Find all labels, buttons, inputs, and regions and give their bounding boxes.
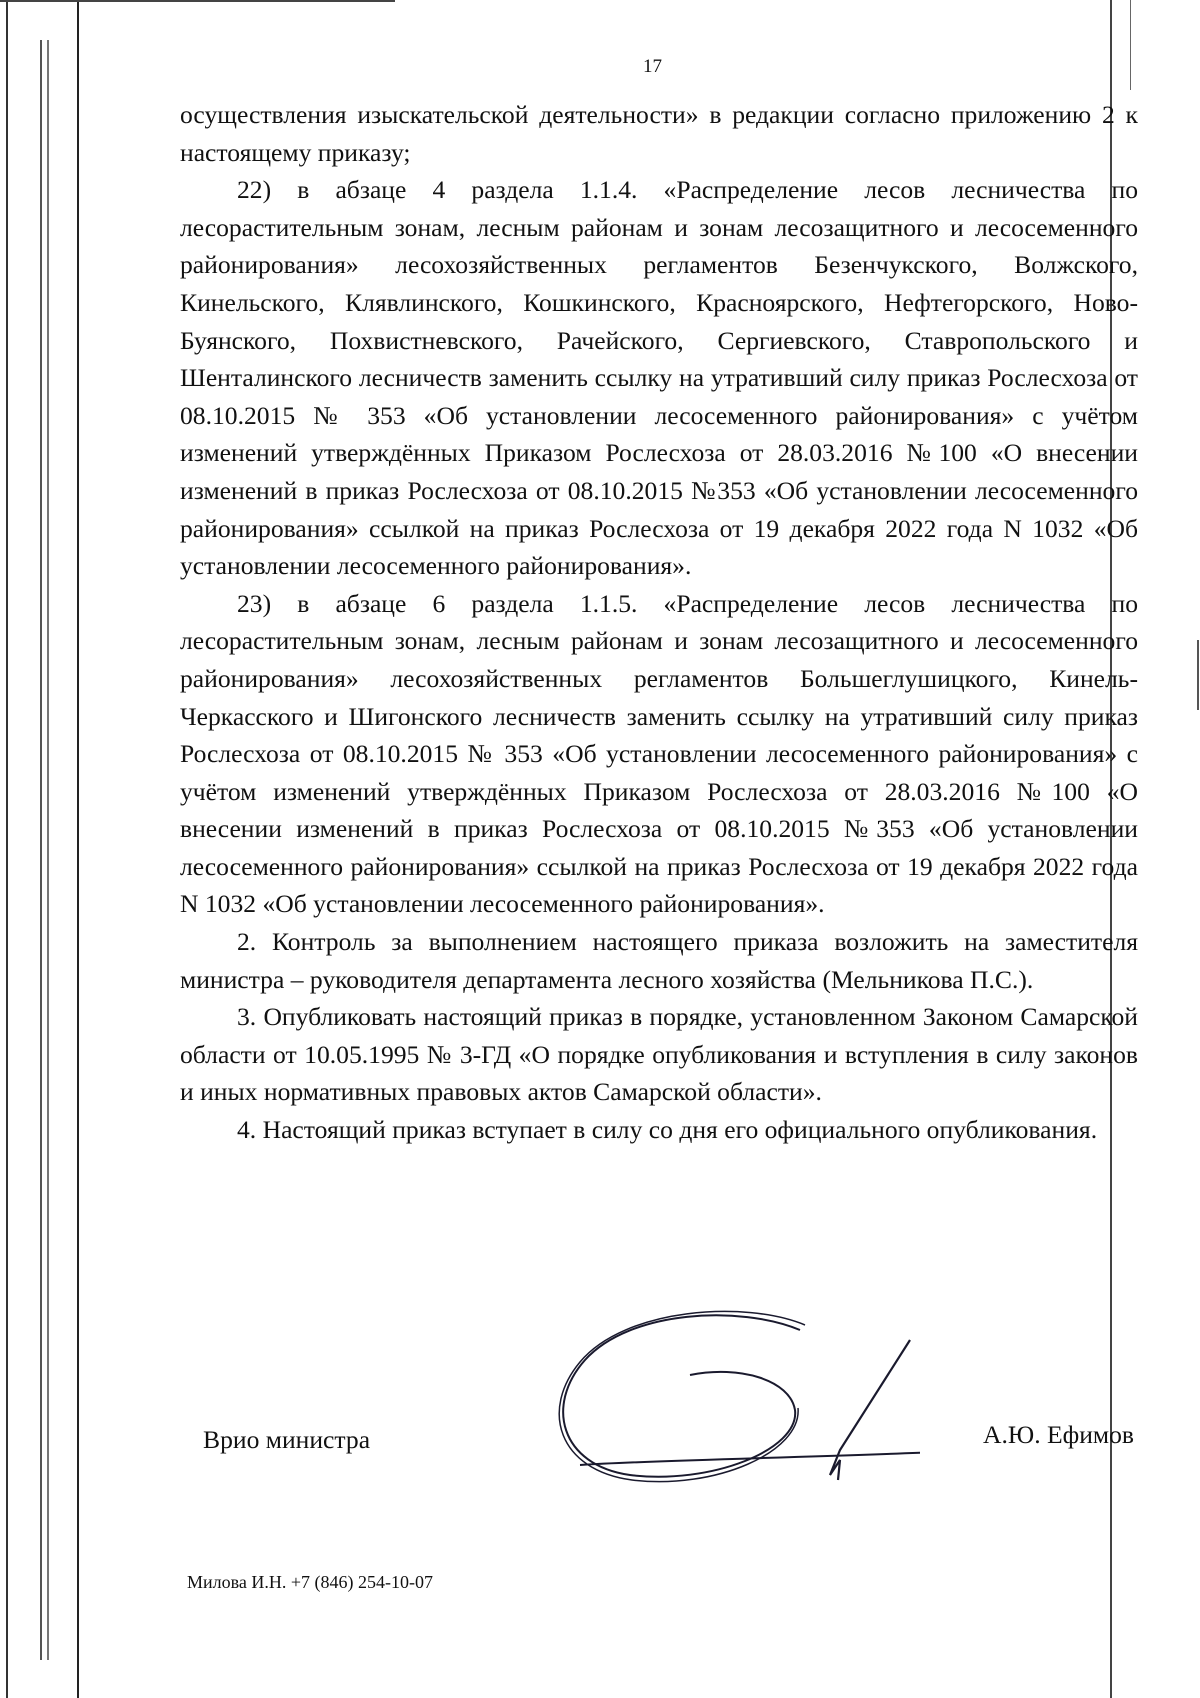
document-body xyxy=(180,96,1138,1149)
paragraph-continuation: осуществления изыскательской деятельности» в редакции согласно приложению 2 к настоящему приказу; xyxy=(180,100,1138,167)
paragraph-item-23: 23) в абзаце 6 раздела 1.1.5. «Распределение лесов лесничества по лесорастительным зонам, лесным районам и зонам лесозащитного и лесосеменного районирования» лесохозяйственных регламентов Большеглушицкого, Кинель-Черкасского и Шигонского лесничеств заменить ссылку на утративший силу приказ Рослесхоза от 08.10.2015 № 353 «Об установлении лесосеменного районирования» с учётом изменений утверждённых Приказом Рослесхоза от 28.03.2016 №100 «О внесении изменений в приказ Рослесхоза от 08.10.2015 №353 «Об установлении лесосеменного районирования» ссылкой на приказ Рослесхоза от 19 декабря 2022 года N 1032 «Об установлении лесосеменного районирования». xyxy=(180,588,1138,919)
signer-name: А.Ю. Ефимов xyxy=(983,1420,1134,1449)
paragraph-effective: 4. Настоящий приказ вступает в силу со дня его официального опубликования. xyxy=(237,1115,1098,1145)
paragraph-item-22: 22) в абзаце 4 раздела 1.1.4. «Распределение лесов лесничества по лесорастительным зонам, лесным районам и зонам лесозащитного и лесосеменного районирования» лесохозяйственных регламентов Безенчукского, Волжского, Кинельского, Клявлинского, Кошкинского, Красноярского, Нефтегорского, Ново-Буянского, Похвистневского, Рачейского, Сергиевского, Ставропольского и Шенталинского лесничеств заменить ссылку на утративший силу приказ Рослесхоза от 08.10.2015 № 353 «Об установлении лесосеменного районирования» с учётом изменений утверждённых Приказом Рослесхоза от 28.03.2016 №100 «О внесении изменений в приказ Рослесхоза от 08.10.2015 №353 «Об установлении лесосеменного районирования» ссылкой на приказ Рослесхоза от 19 декабря 2022 года N 1032 «Об установлении лесосеменного районирования». xyxy=(180,175,1138,581)
executor-contact: Милова И.Н. +7 (846) 254-10-07 xyxy=(187,1572,433,1592)
page-number: 17 xyxy=(643,56,662,77)
paragraph-control: 2. Контроль за выполнением настоящего приказа возложить на заместителя министра – руководителя департамента лесного хозяйства (Мельникова П.С.). xyxy=(180,927,1138,994)
signer-role: Врио министра xyxy=(203,1425,371,1454)
signature-block xyxy=(0,1325,1200,1485)
scan-edge-line xyxy=(1197,640,1199,710)
scan-edge-line xyxy=(0,0,395,2)
paragraph-publish: 3. Опубликовать настоящий приказ в порядке, установленном Законом Самарской области от 10.05.1995 № 3-ГД «О порядке опубликования и вступления в силу законов и иных нормативных правовых актов Самарской области». xyxy=(180,1002,1138,1107)
